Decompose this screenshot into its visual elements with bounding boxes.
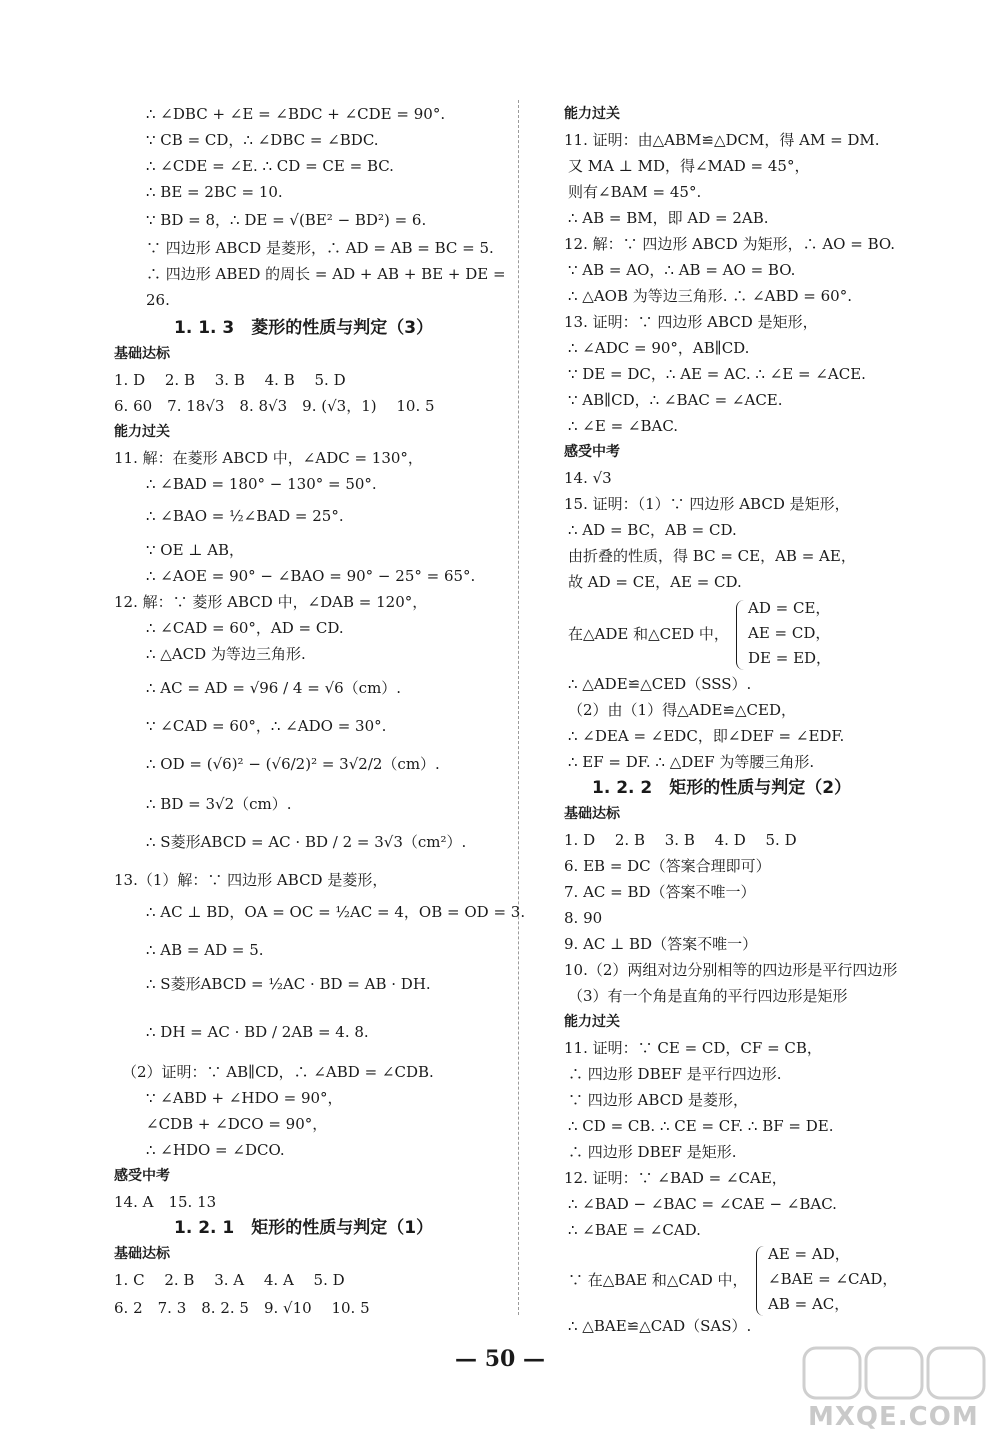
subsection-heading: 基础达标: [114, 1246, 170, 1262]
answer-line: ∴ ∠BAD = 180° − 130° = 50°.: [146, 475, 377, 493]
answer-line: ∴ EF = DF. ∴ △DEF 为等腰三角形.: [568, 753, 815, 771]
subsection-heading: 能力过关: [564, 1014, 620, 1030]
subsection-heading: 基础达标: [114, 346, 170, 362]
answer-line: ∵ OE ⊥ AB，: [146, 541, 245, 559]
answer-line: ∴ ∠CAD = 60°，AD = CD.: [146, 619, 344, 637]
answer-line: 则有∠BAM = 45°.: [568, 183, 702, 201]
answer-line: ∴ CD = CB. ∴ CE = CF. ∴ BF = DE.: [568, 1117, 834, 1135]
answer-line: ∴ △BAE≌△CAD（SAS）.: [568, 1317, 752, 1335]
answer-line: ∴ OD = (√6)² − (√6/2)² = 3√2/2（cm）.: [146, 755, 440, 773]
answer-line: ∴ AC = AD = √96 / 4 = √6（cm）.: [146, 679, 402, 697]
answer-line: 故 AD = CE，AE = CD.: [568, 573, 742, 591]
answer-line: ∴ △ACD 为等边三角形.: [146, 645, 306, 663]
watermark-text: MXQE.COM: [808, 1402, 979, 1432]
answer-line: ∴ ∠BAO = ½∠BAD = 25°.: [146, 507, 344, 525]
answer-line: ∴ DH = AC · BD / 2AB = 4. 8.: [146, 1023, 369, 1041]
answer-line: ∴ ∠HDO = ∠DCO.: [146, 1141, 285, 1159]
answer-line: 10.（2）两组对边分别相等的四边形是平行四边形: [564, 961, 898, 979]
answer-line: 由折叠的性质，得 BC = CE，AB = AE，: [568, 547, 856, 565]
answer-line: ∴ S菱形ABCD = AC · BD / 2 = 3√3（cm²）.: [146, 833, 467, 851]
answer-line: ∵ 四边形 ABCD 是菱形，: [568, 1091, 748, 1109]
answer-line: 15. 证明：（1）∵ 四边形 ABCD 是矩形，: [564, 495, 850, 513]
answer-line: ∠CDB + ∠DCO = 90°，: [146, 1115, 328, 1133]
answer-line: 6. EB = DC（答案合理即可）: [564, 857, 771, 875]
answer-line: 14. A 15. 13: [114, 1193, 217, 1211]
answer-line: 26.: [146, 291, 170, 309]
answer-line: ∴ ∠AOE = 90° − ∠BAO = 90° − 25° = 65°.: [146, 567, 476, 585]
answer-line: 11. 证明：∵ CE = CD，CF = CB，: [564, 1039, 822, 1057]
brace-symbol: [736, 600, 745, 670]
answer-line: 8. 90: [564, 909, 603, 927]
answer-line: ∴ 四边形 DBEF 是平行四边形.: [568, 1065, 782, 1083]
equation-system-line: DE = ED，: [748, 649, 832, 667]
answer-line: ∴ AD = BC，AB = CD.: [568, 521, 737, 539]
answer-line: ∴ △AOB 为等边三角形. ∴ ∠ABD = 60°.: [568, 287, 852, 305]
equation-system-line: AE = CD，: [748, 624, 831, 642]
subsection-heading: 能力过关: [114, 424, 170, 440]
answer-line: ∴ ∠CDE = ∠E. ∴ CD = CE = BC.: [146, 157, 394, 175]
section-title: 1. 1. 3 菱形的性质与判定（3）: [174, 318, 434, 338]
answer-line: 6. 60 7. 18√3 8. 8√3 9. (√3，1) 10. 5: [114, 397, 435, 415]
answer-line: 12. 解：∵ 菱形 ABCD 中，∠DAB = 120°，: [114, 593, 428, 611]
answer-line: ∴ 四边形 ABED 的周长 = AD + AB + BE + DE =: [146, 265, 506, 283]
answer-line: 13. 证明：∵ 四边形 ABCD 是矩形，: [564, 313, 818, 331]
answer-line: 13.（1）解：∵ 四边形 ABCD 是菱形，: [114, 871, 388, 889]
answer-line: ∴ S菱形ABCD = ½AC · BD = AB · DH.: [146, 975, 431, 993]
answer-line: ∴ 四边形 DBEF 是矩形.: [568, 1143, 737, 1161]
answer-line: ∴ ∠BAD − ∠BAC = ∠CAE − ∠BAC.: [568, 1195, 837, 1213]
section-title: 1. 2. 2 矩形的性质与判定（2）: [592, 778, 852, 798]
answer-line: ∴ △ADE≌△CED（SSS）.: [568, 675, 752, 693]
answer-line: 14. √3: [564, 469, 612, 487]
answer-line: 12. 解：∵ 四边形 ABCD 为矩形，∴ AO = BO.: [564, 235, 896, 253]
column-divider: [518, 100, 519, 1315]
answer-line: 11. 证明：由△ABM≌△DCM，得 AM = DM.: [564, 131, 880, 149]
subsection-heading: 感受中考: [114, 1168, 170, 1184]
equation-system-line: AB = AC，: [768, 1295, 850, 1313]
answer-line: （2）证明：∵ AB∥CD，∴ ∠ABD = ∠CDB.: [122, 1063, 434, 1081]
answer-line: 在△ADE 和△CED 中，: [568, 625, 729, 643]
answer-line: 9. AC ⊥ BD（答案不唯一）: [564, 935, 758, 953]
page-number: — 50 —: [455, 1346, 545, 1372]
answer-line: 1. C 2. B 3. A 4. A 5. D: [114, 1271, 345, 1289]
equation-system-line: ∠BAE = ∠CAD，: [768, 1270, 898, 1288]
answer-line: （3）有一个角是直角的平行四边形是矩形: [568, 987, 848, 1005]
answer-line: ∵ ∠CAD = 60°，∴ ∠ADO = 30°.: [146, 717, 387, 735]
subsection-heading: 能力过关: [564, 106, 620, 122]
answer-line: 1. D 2. B 3. B 4. D 5. D: [564, 831, 797, 849]
equation-system-line: AE = AD，: [768, 1245, 850, 1263]
answer-line: ∵ ∠ABD + ∠HDO = 90°，: [146, 1089, 343, 1107]
answer-line: ∴ ∠E = ∠BAC.: [568, 417, 679, 435]
answer-line: ∴ ∠DEA = ∠EDC，即∠DEF = ∠EDF.: [568, 727, 845, 745]
answer-line: ∵ CB = CD，∴ ∠DBC = ∠BDC.: [146, 131, 379, 149]
answer-line: ∵ BD = 8，∴ DE = √(BE² − BD²) = 6.: [146, 211, 427, 229]
answer-line: 7. AC = BD（答案不唯一）: [564, 883, 756, 901]
answer-line: ∴ BE = 2BC = 10.: [146, 183, 283, 201]
answer-line: ∵ AB = AO，∴ AB = AO = BO.: [568, 261, 796, 279]
answer-line: ∵ 在△BAE 和△CAD 中，: [568, 1271, 748, 1289]
brace-symbol: [756, 1246, 765, 1316]
answer-line: ∴ AB = BM，即 AD = 2AB.: [568, 209, 769, 227]
section-title: 1. 2. 1 矩形的性质与判定（1）: [174, 1218, 434, 1238]
answer-line: 6. 2 7. 3 8. 2. 5 9. √10 10. 5: [114, 1299, 370, 1317]
subsection-heading: 基础达标: [564, 806, 620, 822]
answer-line: 12. 证明：∵ ∠BAD = ∠CAE，: [564, 1169, 787, 1187]
answer-line: ∴ AB = AD = 5.: [146, 941, 264, 959]
answer-line: ∴ AC ⊥ BD，OA = OC = ½AC = 4，OB = OD = 3.: [146, 903, 526, 921]
answer-line: ∴ ∠ADC = 90°，AB∥CD.: [568, 339, 750, 357]
answer-line: 1. D 2. B 3. B 4. B 5. D: [114, 371, 346, 389]
subsection-heading: 感受中考: [564, 444, 620, 460]
answer-line: ∴ BD = 3√2（cm）.: [146, 795, 292, 813]
answer-line: ∵ AB∥CD，∴ ∠BAC = ∠ACE.: [568, 391, 783, 409]
answer-line: （2）由（1）得△ADE≌△CED，: [568, 701, 796, 719]
answer-line: ∴ ∠BAE = ∠CAD.: [568, 1221, 701, 1239]
answer-line: 11. 解：在菱形 ABCD 中，∠ADC = 130°，: [114, 449, 423, 467]
answer-line: ∵ 四边形 ABCD 是菱形，∴ AD = AB = BC = 5.: [146, 239, 494, 257]
answer-line: ∵ DE = DC，∴ AE = AC. ∴ ∠E = ∠ACE.: [568, 365, 866, 383]
equation-system-line: AD = CE，: [748, 599, 831, 617]
answer-line: 又 MA ⊥ MD，得∠MAD = 45°，: [568, 157, 810, 175]
answer-line: ∴ ∠DBC + ∠E = ∠BDC + ∠CDE = 90°.: [146, 105, 446, 123]
